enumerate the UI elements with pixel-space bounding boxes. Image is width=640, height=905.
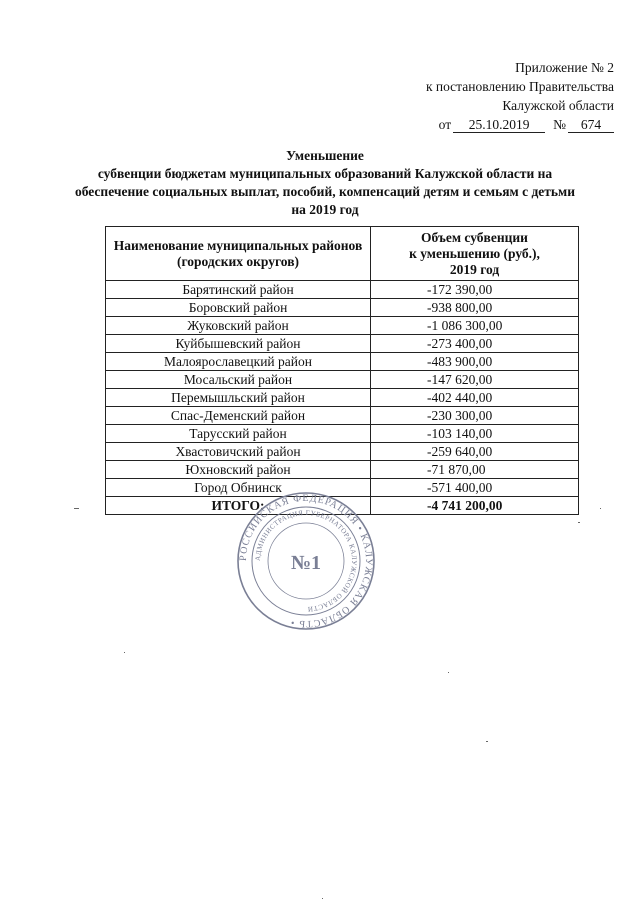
subsidy-amount: -483 900,00	[371, 353, 579, 371]
subsidy-amount: -71 870,00	[371, 461, 579, 479]
municipality-name: Мосальский район	[106, 371, 371, 389]
total-label: ИТОГО:	[106, 497, 371, 515]
header-municipality-line-2: (городских округов)	[176, 253, 299, 269]
total-amount: -4 741 200,00	[371, 497, 579, 515]
title-line-4: на 2019 год	[291, 202, 359, 217]
official-seal-icon	[236, 491, 376, 631]
title-line-1: Уменьшение	[286, 148, 364, 163]
table-row	[106, 299, 579, 317]
header-amount	[371, 227, 579, 281]
subsidy-amount: -1 086 300,00	[371, 317, 579, 335]
table-row	[106, 353, 579, 371]
appendix-decree: к постановлению Правительства	[425, 79, 614, 94]
table-row	[106, 317, 579, 335]
header-municipality-line-1: Наименование муниципальных районов	[113, 237, 363, 253]
date-prefix: от	[438, 117, 452, 132]
appendix-dateline	[314, 115, 614, 134]
table-header-row	[106, 227, 579, 281]
table-row	[106, 371, 579, 389]
municipality-name: Город Обнинск	[106, 479, 371, 497]
table-row	[106, 425, 579, 443]
municipality-name: Спас-Деменский район	[106, 407, 371, 425]
seal-outer-text: РОССИЙСКАЯ ФЕДЕРАЦИЯ • КАЛУЖСКАЯ ОБЛАСТЬ •	[237, 492, 375, 630]
decree-date: 25.10.2019	[453, 117, 545, 133]
municipality-name: Малоярославецкий район	[106, 353, 371, 371]
table-row	[106, 461, 579, 479]
table-row	[106, 407, 579, 425]
subsidy-amount: -259 640,00	[371, 443, 579, 461]
subsidy-amount: -571 400,00	[371, 479, 579, 497]
municipality-name: Барятинский район	[106, 281, 371, 299]
appendix-block	[314, 58, 614, 134]
header-amount-line-3: 2019 год	[449, 261, 500, 277]
header-amount-line-2: к уменьшению (руб.),	[409, 245, 540, 261]
subsidy-amount: -273 400,00	[371, 335, 579, 353]
municipality-name: Боровский район	[106, 299, 371, 317]
subsidy-amount: -230 300,00	[371, 407, 579, 425]
table-row	[106, 335, 579, 353]
subsidy-amount: -172 390,00	[371, 281, 579, 299]
municipality-name: Тарусский район	[106, 425, 371, 443]
header-municipality	[106, 227, 371, 281]
document-title	[60, 147, 590, 219]
table-body	[106, 281, 579, 515]
subsidy-amount: -147 620,00	[371, 371, 579, 389]
table-row	[106, 281, 579, 299]
municipality-name: Куйбышевский район	[106, 335, 371, 353]
appendix-number: Приложение № 2	[515, 60, 614, 75]
table-row	[106, 389, 579, 407]
title-line-3: обеспечение социальных выплат, пособий, компенсаций детям и семьям с детьми	[74, 184, 576, 199]
subsidy-amount: -103 140,00	[371, 425, 579, 443]
municipality-name: Юхновский район	[106, 461, 371, 479]
decree-number: 674	[568, 117, 614, 133]
subsidy-table	[105, 226, 579, 515]
subsidy-amount: -402 440,00	[371, 389, 579, 407]
appendix-region: Калужской области	[502, 98, 614, 113]
number-prefix: №	[553, 117, 566, 132]
municipality-name: Перемышльский район	[106, 389, 371, 407]
seal-inner-text: АДМИНИСТРАЦИЯ ГУБЕРНАТОРА КАЛУЖСКОЙ ОБЛАСТИ	[253, 508, 359, 614]
table-row	[106, 443, 579, 461]
seal-center-text: №1	[290, 552, 322, 574]
title-line-2: субвенции бюджетам муниципальных образований Калужской области на	[97, 166, 553, 181]
municipality-name: Хвастовичский район	[106, 443, 371, 461]
municipality-name: Жуковский район	[106, 317, 371, 335]
header-amount-line-1: Объем субвенции	[421, 229, 528, 245]
subsidy-amount: -938 800,00	[371, 299, 579, 317]
